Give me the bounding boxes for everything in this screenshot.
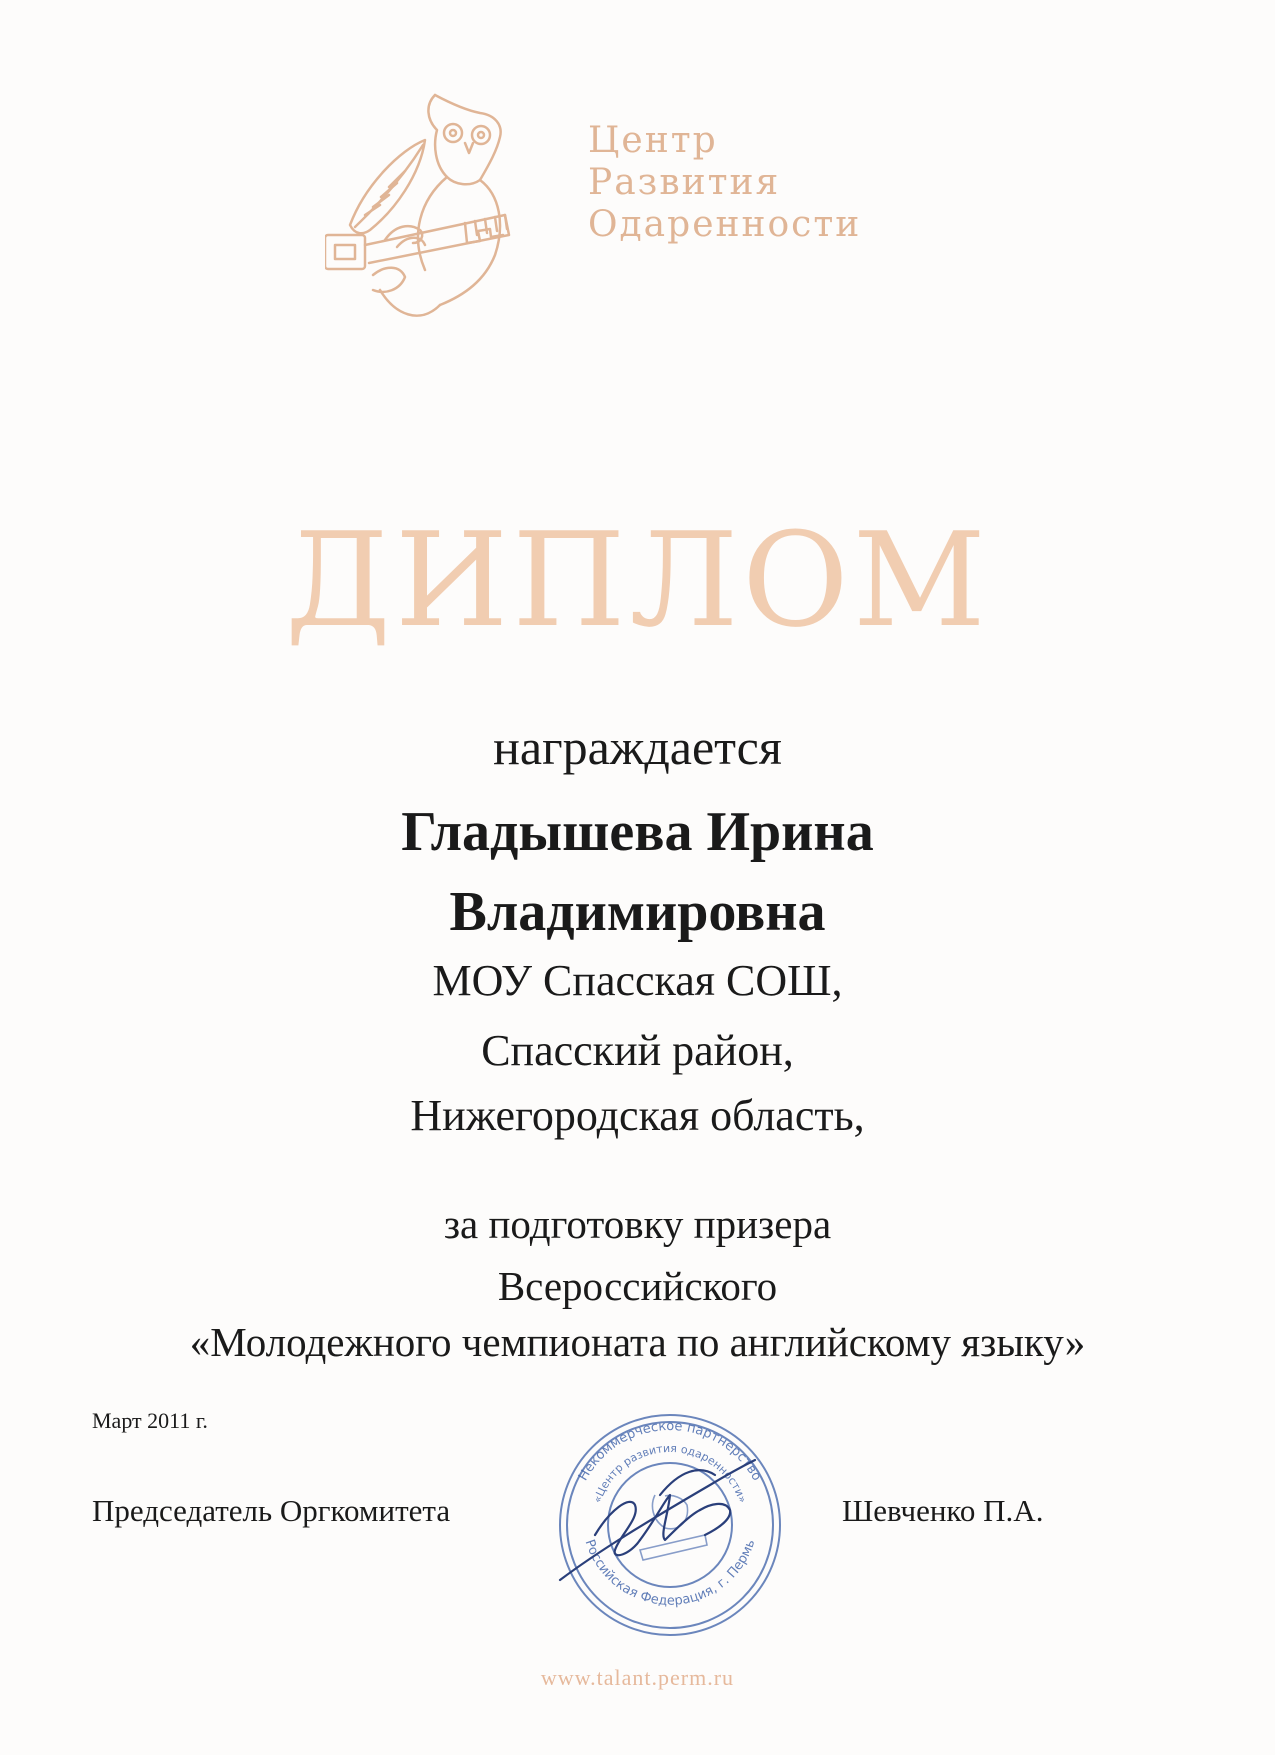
chair-name: Шевченко П.А.	[842, 1493, 1044, 1528]
organization-line-1: МОУ Спасская СОШ,	[432, 956, 843, 1005]
handwritten-signature	[540, 1440, 790, 1600]
logo-line-1: Центр	[588, 120, 718, 161]
awarded-text: награждается	[493, 719, 782, 775]
reason-line-2: Всероссийского	[497, 1263, 778, 1309]
issue-date: Март 2011 г.	[92, 1408, 208, 1433]
recipient-name-line-1: Гладышева Ирина	[401, 801, 874, 863]
logo-line-3: Одаренности	[588, 204, 862, 245]
organization-line-2: Спасский район,	[481, 1026, 794, 1075]
chair-title: Председатель Оргкомитета	[92, 1493, 451, 1528]
logo-line-2: Развития	[588, 162, 781, 203]
diploma-title: ДИПЛОМ	[285, 504, 990, 656]
logo-text	[588, 120, 861, 246]
stamp-text-bottom: Российская Федерация, г. Пермь	[581, 1537, 759, 1609]
recipient-name-line-2: Владимировна	[449, 881, 826, 943]
stamp-text-outer-top: Некоммерческое партнерство	[575, 1418, 765, 1484]
reason-line-1: за подготовку призера	[443, 1201, 832, 1247]
owl-with-key-and-quill-icon	[325, 85, 595, 350]
organization-line-3: Нижегородская область,	[410, 1091, 865, 1140]
reason-line-3: «Молодежного чемпионата по английскому языку»	[189, 1319, 1086, 1365]
stamp-text-inner-top: «Центр развития одаренности»	[590, 1441, 750, 1505]
website-link[interactable]: www.talant.perm.ru	[540, 1665, 735, 1690]
